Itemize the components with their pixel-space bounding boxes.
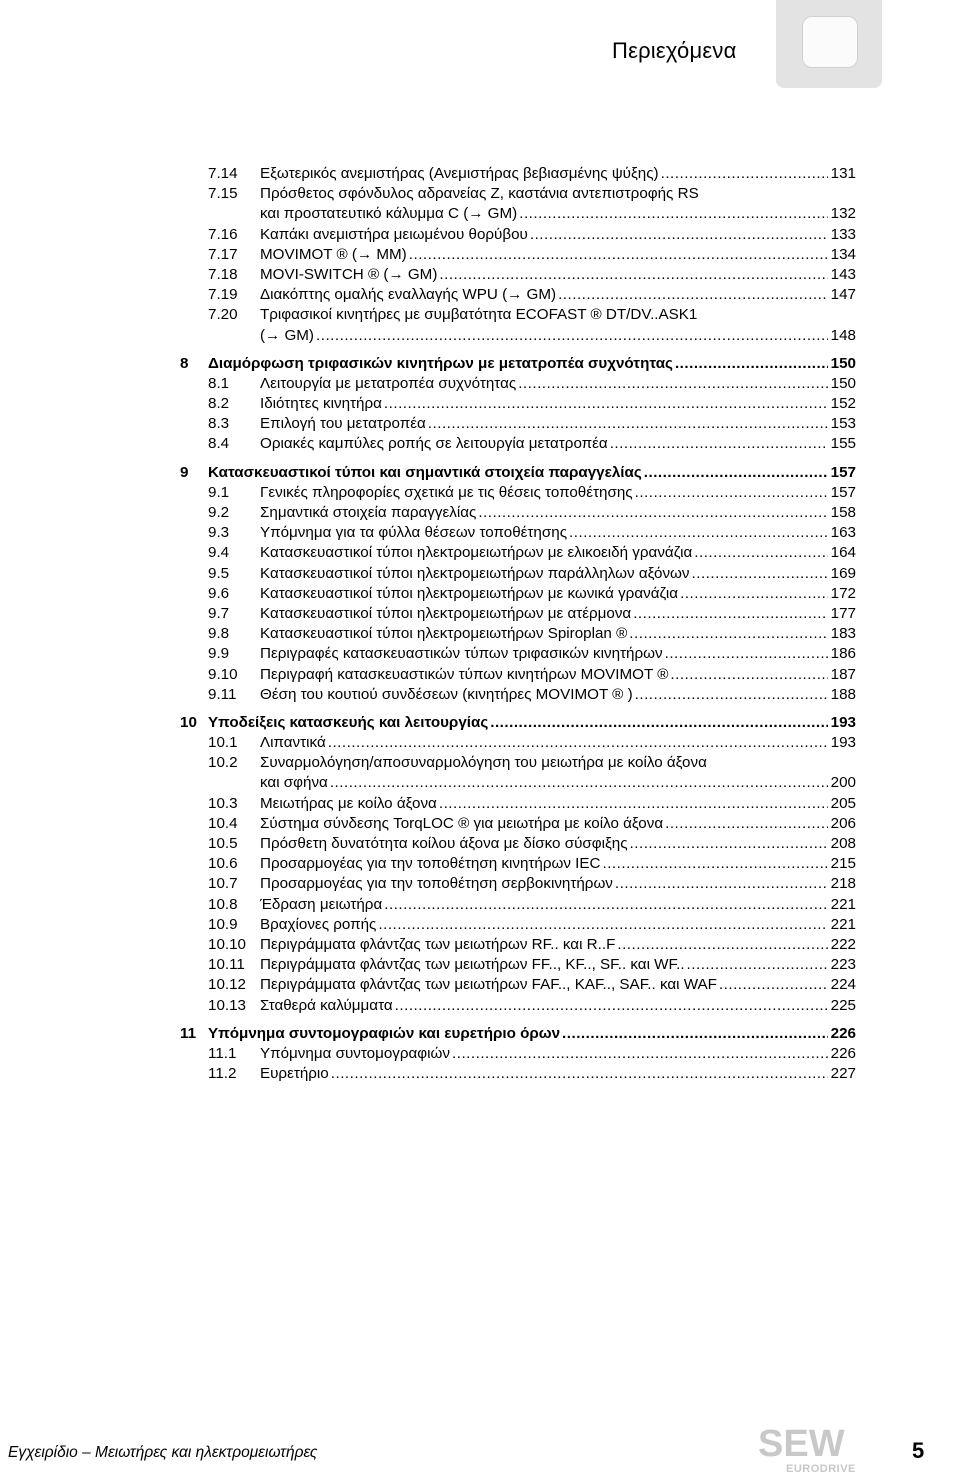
sew-eurodrive-logo (752, 1422, 876, 1476)
toc-entry-title: Λειτουργία με μετατροπέα συχνότητας (260, 374, 517, 392)
toc-dot-leader (602, 854, 828, 874)
toc-entry-page: 163 (830, 524, 856, 542)
toc-entry-title: Τριφασικοί κινητήρες με συμβατότητα ECOFAST ® DT/DV..ASK1 (260, 306, 698, 324)
toc-dot-leader (687, 955, 828, 975)
toc-entry-page: 133 (830, 225, 856, 243)
toc-entry[interactable] (180, 996, 856, 1016)
toc-entry-page: 227 (830, 1065, 856, 1083)
toc-entry-page: 188 (830, 685, 856, 703)
toc-entry-number: 10 (180, 713, 197, 731)
toc-entry-number: 10.4 (208, 814, 238, 832)
toc-entry-page: 177 (830, 604, 856, 622)
toc-dot-leader (617, 935, 828, 955)
toc-dot-leader (452, 1044, 828, 1064)
toc-entry-number: 9.8 (208, 625, 230, 643)
toc-dot-leader (558, 285, 828, 305)
toc-entry-title: Περιγράμματα φλάντζας των μειωτήρων FF.., KF.., SF.. και WF.. (260, 956, 685, 974)
toc-entry[interactable] (180, 854, 856, 874)
toc-entry-title: Καπάκι ανεμιστήρα μειωμένου θορύβου (260, 225, 528, 243)
toc-entry-title: Οριακές καμπύλες ροπής σε λειτουργία μετατροπέα (260, 435, 608, 453)
toc-entry[interactable] (180, 753, 856, 773)
toc-entry-title: Λιπαντικά (260, 734, 326, 752)
toc-dot-leader (630, 834, 828, 854)
toc-entry-number: 10.2 (208, 754, 238, 772)
toc-entry-page: 157 (830, 463, 856, 481)
toc-entry-number: 9.7 (208, 604, 230, 622)
toc-entry-title: Κατασκευαστικοί τύποι και σημαντικά στοιχεία παραγγελίας (208, 463, 642, 481)
toc-entry[interactable] (180, 665, 856, 685)
toc-chapter-entry[interactable] (180, 1024, 856, 1044)
toc-entry-number: 9.6 (208, 584, 230, 602)
page-title: Περιεχόμενα (612, 38, 737, 63)
toc-entry-number: 7.16 (208, 225, 238, 243)
toc-entry[interactable] (180, 245, 856, 265)
toc-dot-leader (661, 164, 828, 184)
toc-entry-title: Εξωτερικός ανεμιστήρας (Ανεμιστήρας βεβιασμένης ψύξης) (260, 165, 659, 182)
toc-entry-number: 9 (180, 463, 189, 481)
toc-dot-leader (665, 814, 828, 834)
toc-entry-number: 10.8 (208, 895, 238, 913)
toc-entry-number: 8.2 (208, 395, 230, 413)
toc-entry-title: Υποδείξεις κατασκευής και λειτουργίας (208, 713, 489, 731)
toc-entry-title: Υπόμνημα συντομογραφιών και ευρετήριο όρων (208, 1024, 561, 1042)
toc-entry-page: 205 (830, 794, 856, 812)
toc-entry[interactable] (180, 305, 856, 325)
toc-entry-number: 9.5 (208, 564, 230, 582)
toc-entry-title: Περιγραφή κατασκευαστικών τύπων κινητήρων MOVIMOT ® (260, 665, 669, 683)
toc-entry-number: 10.13 (208, 996, 247, 1014)
toc-entry[interactable] (180, 374, 856, 394)
toc-entry-title: Πρόσθετος σφόνδυλος αδρανείας Z, καστάνια αντεπιστροφής RS (260, 185, 699, 203)
toc-entry-number: 7.17 (208, 245, 238, 263)
toc-dot-leader (635, 483, 828, 503)
toc-entry-title: Διακόπτης ομαλής εναλλαγής WPU (→ GM) (260, 286, 557, 304)
toc-dot-leader (439, 794, 828, 814)
logo-text: SEW (758, 1423, 845, 1465)
toc-dot-leader (395, 996, 828, 1016)
toc-dot-leader (680, 584, 828, 604)
page-number: 5 (912, 1438, 925, 1463)
toc-entry-number: 10.9 (208, 915, 238, 933)
toc-entry-number: 7.15 (208, 185, 238, 203)
toc-entry-title: Κατασκευαστικοί τύποι ηλεκτρομειωτήρων με κωνικά γρανάζια (260, 584, 679, 602)
toc-entry-page: 143 (830, 265, 856, 283)
toc-entry[interactable] (180, 1064, 856, 1084)
toc-entry-number: 9.10 (208, 665, 238, 683)
toc-entry-page: 172 (830, 584, 856, 602)
toc-entry-page: 221 (830, 895, 856, 913)
toc-entry-number: 7.18 (208, 265, 238, 283)
toc-entry[interactable] (180, 955, 856, 975)
toc-entry-number: 10.1 (208, 734, 238, 752)
toc-entry-number: 9.1 (208, 483, 230, 501)
toc-dot-leader (675, 354, 828, 374)
toc-entry-title: Σταθερά καλύμματα (260, 996, 393, 1014)
toc-entry[interactable] (180, 184, 856, 204)
toc-entry[interactable] (180, 584, 856, 604)
toc-entry-number: 8 (180, 354, 189, 372)
toc-entry-title: Σημαντικά στοιχεία παραγγελίας (260, 504, 477, 521)
toc-entry-title: και σφήνα (260, 774, 328, 792)
toc-dot-leader (478, 503, 828, 523)
toc-entry[interactable] (180, 483, 856, 503)
toc-entry[interactable] (180, 975, 856, 995)
logo-subtext: EURODRIVE (786, 1463, 856, 1475)
toc-entry-page: 157 (830, 483, 856, 501)
toc-entry[interactable] (180, 624, 856, 644)
toc-entry-number: 10.3 (208, 794, 238, 812)
toc-entry-page: 226 (830, 1024, 856, 1042)
tab-card (802, 16, 858, 68)
toc-entry[interactable] (180, 523, 856, 543)
toc-entry-number: 9.11 (208, 685, 237, 703)
toc-entry-number: 9.2 (208, 504, 230, 521)
toc-entry[interactable] (180, 543, 856, 563)
toc-dot-leader (316, 326, 828, 346)
toc-entry-number: 10.7 (208, 875, 238, 893)
toc-entry-number: 11.2 (208, 1065, 237, 1083)
toc-entry[interactable] (180, 394, 856, 414)
toc-entry-number: 10.6 (208, 855, 238, 873)
toc-entry-page: 186 (830, 645, 856, 663)
toc-entry-title: Έδραση μειωτήρα (260, 895, 383, 913)
toc-entry-page: 147 (830, 286, 856, 304)
toc-entry-title: Προσαρμογέας για την τοποθέτηση κινητήρων IEC (260, 855, 601, 873)
toc-entry-page: 150 (830, 354, 856, 372)
toc-entry-page: 200 (830, 774, 856, 792)
toc-dot-leader (694, 543, 828, 563)
toc-entry-title: Περιγράμματα φλάντζας των μειωτήρων FAF.., KAF.., SAF.. και WAF (260, 976, 717, 994)
toc-entry-title: Κατασκευαστικοί τύποι ηλεκτρομειωτήρων παράλληλων αξόνων (260, 564, 690, 582)
toc-entry-number: 8.1 (208, 374, 230, 392)
toc-dot-leader (615, 874, 828, 894)
toc-entry-page: 131 (830, 165, 856, 182)
toc-entry-title: MOVI-SWITCH ® (→ GM) (260, 265, 438, 283)
toc-entry-title: Κατασκευαστικοί τύποι ηλεκτρομειωτήρων με ατέρμονα (260, 604, 632, 622)
toc-dot-leader (518, 374, 828, 394)
toc-entry-page: 152 (830, 395, 856, 413)
toc-entry-page: 193 (830, 713, 856, 731)
toc-entry-page: 208 (830, 835, 856, 852)
toc-entry-title: Προσαρμογέας για την τοποθέτηση σερβοκινητήρων (260, 875, 613, 893)
toc-dot-leader (490, 713, 828, 733)
toc-dot-leader (629, 624, 828, 644)
toc-entry-page: 206 (830, 814, 856, 832)
toc-entry-title: Θέση του κουτιού συνδέσεων (κινητήρες MOVIMOT ® ) (260, 685, 633, 703)
toc-entry-title: Υπόμνημα για τα φύλλα θέσεων τοποθέτησης (260, 524, 568, 542)
toc-dot-leader (378, 915, 828, 935)
toc-chapter-entry[interactable] (180, 463, 856, 483)
toc-entry[interactable] (180, 644, 856, 664)
toc-entry-title: Διαμόρφωση τριφασικών κινητήρων με μετατροπέα συχνότητας (208, 354, 673, 372)
toc-dot-leader (331, 1064, 828, 1084)
table-of-contents (180, 164, 856, 1084)
toc-dot-leader (409, 245, 828, 265)
toc-entry-page: 158 (830, 504, 856, 521)
toc-entry-number: 10.12 (208, 976, 247, 994)
toc-entry-page: 148 (830, 326, 856, 344)
toc-dot-leader (328, 733, 828, 753)
toc-dot-leader (384, 895, 828, 915)
toc-entry-page: 223 (830, 956, 856, 974)
toc-entry-page: 221 (830, 915, 856, 933)
chapter-tab-marker (776, 0, 882, 88)
toc-chapter-entry[interactable] (180, 713, 856, 733)
toc-entry-page: 226 (830, 1044, 856, 1062)
toc-entry-title: Γενικές πληροφορίες σχετικά με τις θέσεις τοποθέτησης (260, 483, 633, 501)
toc-entry-number: 7.20 (208, 306, 238, 324)
toc-entry-page: 134 (830, 245, 856, 263)
toc-dot-leader (692, 564, 829, 584)
toc-entry[interactable] (180, 164, 856, 184)
toc-entry-page: 218 (830, 875, 856, 893)
toc-entry[interactable] (180, 935, 856, 955)
toc-entry-page: 155 (830, 435, 856, 453)
toc-entry[interactable] (180, 773, 856, 793)
toc-entry-title: Ιδιότητες κινητήρα (260, 395, 382, 413)
toc-entry-title: Συναρμολόγηση/αποσυναρμολόγηση του μειωτήρα με κοίλο άξονα (260, 754, 707, 772)
toc-dot-leader (719, 975, 828, 995)
toc-dot-leader (562, 1024, 828, 1044)
toc-entry-number: 10.5 (208, 835, 238, 852)
toc-dot-leader (428, 414, 828, 434)
toc-entry[interactable] (180, 834, 856, 854)
toc-entry-title: Περιγραφές κατασκευαστικών τύπων τριφασικών κινητήρων (260, 645, 663, 663)
toc-entry[interactable] (180, 414, 856, 434)
toc-entry-title: Σύστημα σύνδεσης TorqLOC ® για μειωτήρα με κοίλο άξονα (260, 814, 664, 832)
toc-entry[interactable] (180, 915, 856, 935)
toc-entry-title: (→ GM) (260, 326, 314, 344)
toc-entry-page: 222 (830, 935, 856, 953)
toc-entry-page: 153 (830, 415, 856, 433)
toc-entry[interactable] (180, 265, 856, 285)
toc-entry-page: 187 (830, 665, 856, 683)
toc-entry-number: 11 (180, 1024, 197, 1042)
toc-dot-leader (633, 604, 828, 624)
toc-entry-number: 9.9 (208, 645, 230, 663)
toc-entry-title: Βραχίονες ροπής (260, 915, 377, 933)
toc-entry[interactable] (180, 204, 856, 224)
toc-entry-title: Περιγράμματα φλάντζας των μειωτήρων RF.. και R..F (260, 935, 616, 953)
toc-entry[interactable] (180, 1044, 856, 1064)
toc-entry[interactable] (180, 895, 856, 915)
toc-entry-page: 215 (830, 855, 856, 873)
toc-entry-title: MOVIMOT ® (→ MM) (260, 245, 407, 263)
toc-dot-leader (610, 434, 828, 454)
toc-entry-number: 8.4 (208, 435, 230, 453)
toc-entry-page: 164 (830, 544, 856, 562)
toc-entry-number: 11.1 (208, 1044, 237, 1062)
toc-entry-page: 225 (830, 996, 856, 1014)
toc-entry-page: 132 (830, 205, 856, 223)
toc-dot-leader (670, 665, 828, 685)
toc-dot-leader (644, 463, 828, 483)
toc-entry-number: 7.14 (208, 165, 238, 182)
toc-chapter-entry[interactable] (180, 354, 856, 374)
toc-entry[interactable] (180, 225, 856, 245)
toc-dot-leader (384, 394, 828, 414)
toc-entry[interactable] (180, 503, 856, 523)
toc-entry-page: 169 (830, 564, 856, 582)
toc-entry[interactable] (180, 326, 856, 346)
toc-entry-page: 150 (830, 374, 856, 392)
toc-entry[interactable] (180, 564, 856, 584)
toc-entry-title: Ευρετήριο (260, 1065, 329, 1083)
toc-entry[interactable] (180, 874, 856, 894)
toc-entry-number: 8.3 (208, 415, 230, 433)
toc-entry-title: και προστατευτικό κάλυμμα C (→ GM) (260, 205, 518, 223)
toc-entry-page: 183 (830, 625, 856, 643)
toc-entry-title: Μειωτήρας με κοίλο άξονα (260, 794, 437, 812)
toc-entry-number: 10.11 (208, 956, 245, 974)
toc-entry-title: Επιλογή του μετατροπέα (260, 415, 426, 433)
toc-entry[interactable] (180, 794, 856, 814)
toc-entry[interactable] (180, 604, 856, 624)
toc-entry[interactable] (180, 434, 856, 454)
toc-entry[interactable] (180, 685, 856, 705)
footer-document-title: Εγχειρίδιο – Μειωτήρες και ηλεκτρομειωτήρες (8, 1444, 318, 1461)
toc-entry-number: 9.4 (208, 544, 230, 562)
toc-entry-number: 10.10 (208, 935, 247, 953)
toc-dot-leader (569, 523, 828, 543)
toc-entry-page: 224 (830, 976, 856, 994)
toc-entry-title: Υπόμνημα συντομογραφιών (260, 1044, 450, 1062)
toc-entry[interactable] (180, 814, 856, 834)
toc-entry-title: Κατασκευαστικοί τύποι ηλεκτρομειωτήρων Spiroplan ® (260, 625, 628, 643)
toc-entry[interactable] (180, 285, 856, 305)
toc-dot-leader (439, 265, 828, 285)
toc-dot-leader (635, 685, 828, 705)
toc-dot-leader (665, 644, 828, 664)
toc-entry-title: Κατασκευαστικοί τύποι ηλεκτρομειωτήρων με ελικοειδή γρανάζια (260, 544, 693, 562)
toc-entry-number: 9.3 (208, 524, 230, 542)
toc-entry-title: Πρόσθετη δυνατότητα κοίλου άξονα με δίσκο σύσφιξης (260, 835, 628, 852)
toc-entry[interactable] (180, 733, 856, 753)
toc-dot-leader (519, 204, 828, 224)
toc-dot-leader (330, 773, 828, 793)
toc-entry-number: 7.19 (208, 286, 238, 304)
toc-dot-leader (530, 225, 828, 245)
toc-entry-page: 193 (830, 734, 856, 752)
